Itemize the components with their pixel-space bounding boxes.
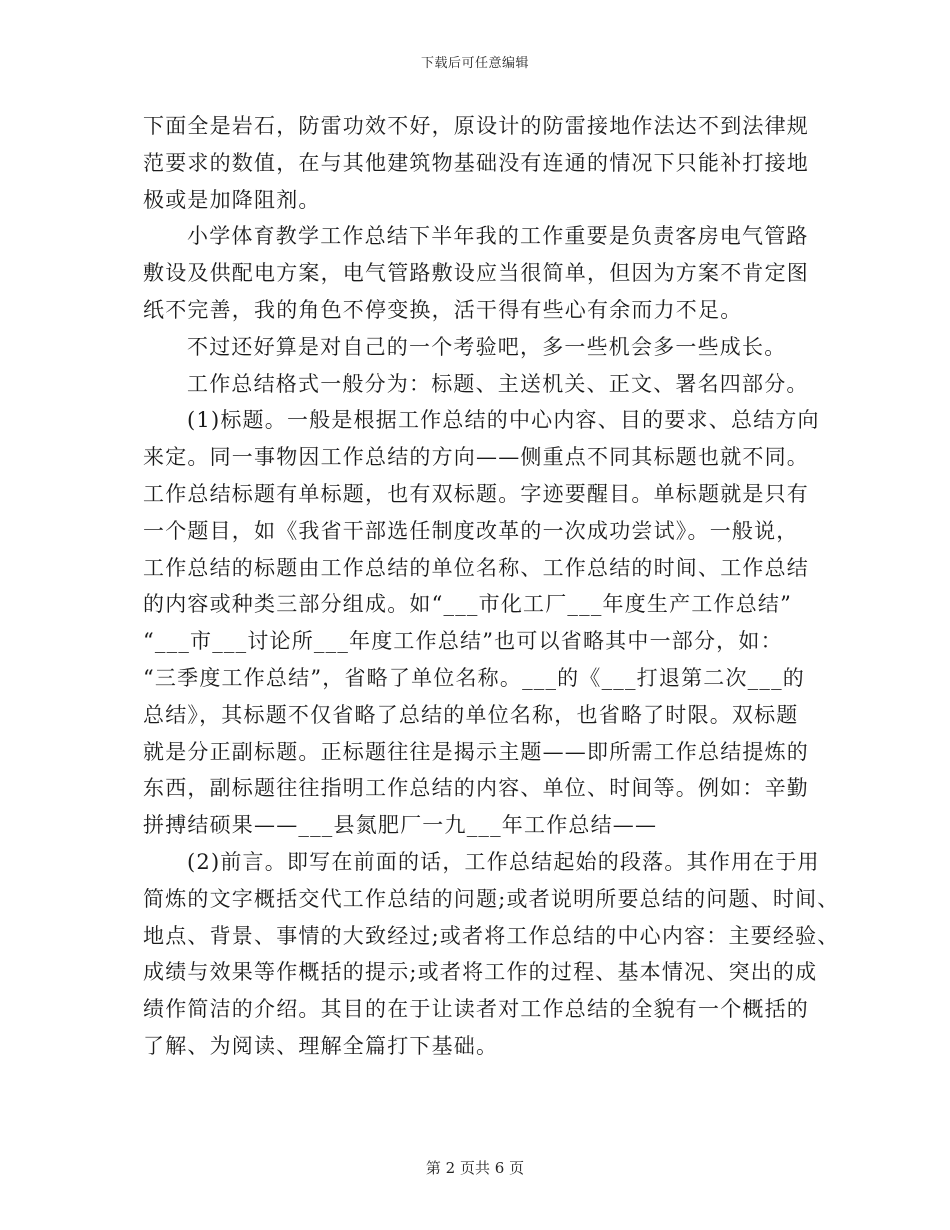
- text-line: 一个题目，如《我省干部选任制度改革的一次成功尝试》。一般说，: [143, 518, 799, 543]
- text-line: 极或是加降阻剂。: [143, 187, 321, 212]
- text-line: 工作总结格式一般分为：标题、主送机关、正文、署名四部分。: [187, 371, 809, 396]
- text-line: 纸不完善，我的角色不停变换，活干得有些心有余而力不足。: [143, 297, 743, 322]
- text-line: “___市___讨论所___年度工作总结”也可以省略其中一部分，如：: [143, 629, 783, 654]
- text-line: 的内容或种类三部分组成。如“___市化工厂___年度生产工作总结”: [143, 592, 793, 617]
- text-line: 不过还好算是对自己的一个考验吧，多一些机会多一些成长。: [187, 334, 787, 359]
- text-line: 下面全是岩石，防雷功效不好，原设计的防雷接地作法达不到法律规: [143, 114, 809, 138]
- text-line: 范要求的数值，在与其他建筑物基础没有连通的情况下只能补打接地: [143, 150, 809, 175]
- text-line: 小学体育教学工作总结下半年我的工作重要是负责客房电气管路: [187, 224, 809, 249]
- document-body: [143, 108, 840, 1065]
- text-line: 绩作简洁的介绍。其目的在于让读者对工作总结的全貌有一个概括的: [143, 997, 809, 1022]
- text-line: 敷设及供配电方案，电气管路敷设应当很简单，但因为方案不肯定图: [143, 261, 809, 286]
- page-footer: 第 2 页共 6 页: [425, 1159, 525, 1177]
- text-line: 工作总结的标题由工作总结的单位名称、工作总结的时间、工作总结: [143, 555, 809, 580]
- text-line: 地点、背景、事情的大致经过;或者将工作总结的中心内容：主要经验、: [143, 923, 840, 948]
- text-line: 成绩与效果等作概括的提示;或者将工作的过程、基本情况、突出的成: [143, 960, 818, 985]
- text-line: “三季度工作总结”，省略了单位名称。___的《___打退第二次___的: [143, 665, 805, 690]
- text-line: 总结》，其标题不仅省略了总结的单位名称，也省略了时限。双标题: [143, 702, 799, 727]
- text-line: (1)标题。一般是根据工作总结的中心内容、目的要求、总结方向: [187, 408, 820, 433]
- text-line: 工作总结标题有单标题，也有双标题。字迹要醒目。单标题就是只有: [143, 481, 809, 506]
- text-line: 拼搏结硕果——___县氮肥厂一九___年工作总结——: [143, 813, 658, 838]
- page-header: 下载后可任意编辑: [420, 56, 529, 71]
- text-line: 来定。同一事物因工作总结的方向——侧重点不同其标题也就不同。: [143, 445, 809, 470]
- text-line: 东西，副标题往往指明工作总结的内容、单位、时间等。例如：辛勤: [143, 776, 809, 801]
- text-line: (2)前言。即写在前面的话，工作总结起始的段落。其作用在于用: [187, 849, 820, 874]
- text-line: 简炼的文字概括交代工作总结的问题;或者说明所要总结的问题、时间、: [143, 886, 840, 911]
- text-line: 了解、为阅读、理解全篇打下基础。: [143, 1033, 499, 1058]
- text-line: 就是分正副标题。正标题往往是揭示主题——即所需工作总结提炼的: [143, 739, 809, 764]
